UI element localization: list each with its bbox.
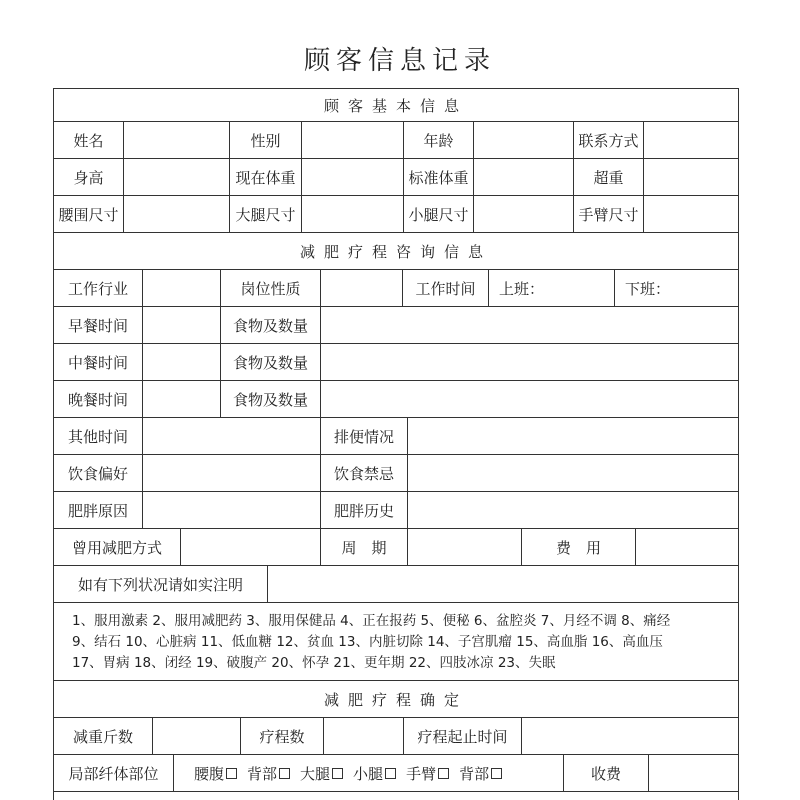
area-option-label: 腰腹: [194, 764, 225, 783]
standard-weight-field[interactable]: [474, 159, 574, 195]
period-field[interactable]: [408, 529, 522, 565]
gender-label: 性别: [230, 122, 302, 158]
page-title: 顾客信息记录: [303, 46, 496, 76]
taboo-label: 饮食禁忌: [321, 455, 408, 491]
position-label: 岗位性质: [221, 270, 321, 306]
fee-field[interactable]: [649, 755, 740, 791]
food-qty-label: 食物及数量: [221, 344, 321, 380]
arm-label: 手臂尺寸: [574, 196, 644, 232]
standard-weight-label: 标准体重: [404, 159, 474, 195]
past-method-label: 曾用减肥方式: [54, 529, 181, 565]
area-option[interactable]: [406, 763, 449, 784]
checkbox-icon[interactable]: [491, 768, 502, 779]
area-option-label: 小腿: [353, 764, 384, 783]
form-row: [54, 196, 738, 233]
cause-label: 肥胖原因: [54, 492, 143, 528]
course-period-label: 疗程起止时间: [404, 718, 522, 754]
cause-field[interactable]: [143, 492, 321, 528]
form-row: [54, 755, 738, 792]
area-option-label: 大腿: [300, 764, 331, 783]
breakfast-time-field[interactable]: [143, 307, 221, 343]
form-row: [54, 455, 738, 492]
history-label: 肥胖历史: [321, 492, 408, 528]
course-period-field[interactable]: [522, 718, 740, 754]
thigh-field[interactable]: [302, 196, 404, 232]
form-row: [54, 381, 738, 418]
age-field[interactable]: [474, 122, 574, 158]
area-option-label: 手臂: [406, 764, 437, 783]
bowel-field[interactable]: [408, 418, 740, 454]
lunch-food-field[interactable]: [321, 344, 740, 380]
age-label: 年龄: [404, 122, 474, 158]
food-qty-label: 食物及数量: [221, 307, 321, 343]
preference-field[interactable]: [143, 455, 321, 491]
area-option[interactable]: [353, 763, 396, 784]
height-field[interactable]: [124, 159, 230, 195]
form-row: [54, 270, 738, 307]
taboo-field[interactable]: [408, 455, 740, 491]
form-row: [54, 307, 738, 344]
checkbox-icon[interactable]: [385, 768, 396, 779]
conditions-line: 17、胃病 18、闭经 19、破腹产 20、怀孕 21、更年期 22、四肢冰凉 23、失眠: [72, 655, 556, 671]
lunch-label: 中餐时间: [54, 344, 143, 380]
fee-label: 收费: [564, 755, 649, 791]
section-title: 顾客基本信息: [323, 96, 468, 115]
customer-info-form: [53, 88, 739, 800]
arm-field[interactable]: [644, 196, 740, 232]
local-area-options: [174, 755, 564, 791]
area-option[interactable]: [459, 763, 502, 784]
thigh-label: 大腿尺寸: [230, 196, 302, 232]
course-count-label: 疗程数: [241, 718, 324, 754]
local-area-label: 局部纤体部位: [54, 755, 174, 791]
checkbox-icon[interactable]: [279, 768, 290, 779]
other-time-field[interactable]: [143, 418, 321, 454]
target-loss-field[interactable]: [153, 718, 241, 754]
form-row: [54, 492, 738, 529]
position-field[interactable]: [321, 270, 403, 306]
lunch-time-field[interactable]: [143, 344, 221, 380]
food-qty-label: 食物及数量: [221, 381, 321, 417]
form-row: [54, 122, 738, 159]
contact-field[interactable]: [644, 122, 740, 158]
form-row: [54, 159, 738, 196]
section-header-consult: [54, 233, 738, 270]
form-row: [54, 418, 738, 455]
conditions-list: [72, 611, 732, 674]
checkbox-icon[interactable]: [226, 768, 237, 779]
form-row: [54, 718, 738, 755]
conditions-line: 9、结石 10、心脏病 11、低血糖 12、贫血 13、内脏切除 14、子宫肌瘤 15、高血脂 16、高血压: [72, 634, 663, 650]
area-option[interactable]: [300, 763, 343, 784]
cost-field[interactable]: [636, 529, 740, 565]
area-option-label: 背部: [247, 764, 278, 783]
checkbox-icon[interactable]: [438, 768, 449, 779]
history-field[interactable]: [408, 492, 740, 528]
conditions-row: [54, 603, 738, 681]
off-duty-field[interactable]: 下班：: [625, 279, 671, 298]
overweight-label: 超重: [574, 159, 644, 195]
name-label: 姓名: [54, 122, 124, 158]
section-header-plan: [54, 681, 738, 718]
breakfast-food-field[interactable]: [321, 307, 740, 343]
dinner-time-field[interactable]: [143, 381, 221, 417]
waist-field[interactable]: [124, 196, 230, 232]
past-method-field[interactable]: [181, 529, 321, 565]
cost-label: 费 用: [522, 529, 636, 565]
height-label: 身高: [54, 159, 124, 195]
work-time-label: 工作时间: [403, 270, 489, 306]
section-header-basic: [54, 89, 738, 122]
current-weight-label: 现在体重: [230, 159, 302, 195]
waist-label: 腰围尺寸: [54, 196, 124, 232]
current-weight-field[interactable]: [302, 159, 404, 195]
target-loss-label: 减重斤数: [54, 718, 153, 754]
area-option-label: 背部: [459, 764, 490, 783]
calf-label: 小腿尺寸: [404, 196, 474, 232]
form-row: [54, 566, 738, 603]
course-count-field[interactable]: [324, 718, 404, 754]
period-label: 周 期: [321, 529, 408, 565]
declare-label: 如有下列状况请如实注明: [54, 566, 268, 602]
on-duty-field[interactable]: 上班：: [489, 270, 615, 306]
declare-field[interactable]: [268, 566, 740, 602]
overweight-field[interactable]: [644, 159, 740, 195]
other-time-label: 其他时间: [54, 418, 143, 454]
breakfast-label: 早餐时间: [54, 307, 143, 343]
form-row: [54, 344, 738, 381]
area-option[interactable]: [194, 763, 237, 784]
bowel-label: 排便情况: [321, 418, 408, 454]
industry-field[interactable]: [143, 270, 221, 306]
name-field[interactable]: [124, 122, 230, 158]
gender-field[interactable]: [302, 122, 404, 158]
contact-label: 联系方式: [574, 122, 644, 158]
checkbox-icon[interactable]: [332, 768, 343, 779]
preference-label: 饮食偏好: [54, 455, 143, 491]
dinner-food-field[interactable]: [321, 381, 740, 417]
dinner-label: 晚餐时间: [54, 381, 143, 417]
industry-label: 工作行业: [54, 270, 143, 306]
section-title: 减肥疗程确定: [323, 690, 468, 709]
form-row: [54, 529, 738, 566]
section-title: 减肥疗程咨询信息: [299, 242, 492, 261]
conditions-line: 1、服用激素 2、服用减肥药 3、服用保健品 4、正在报药 5、便秘 6、盆腔炎 7、月经不调 8、痛经: [72, 613, 671, 629]
calf-field[interactable]: [474, 196, 574, 232]
area-option[interactable]: [247, 763, 290, 784]
